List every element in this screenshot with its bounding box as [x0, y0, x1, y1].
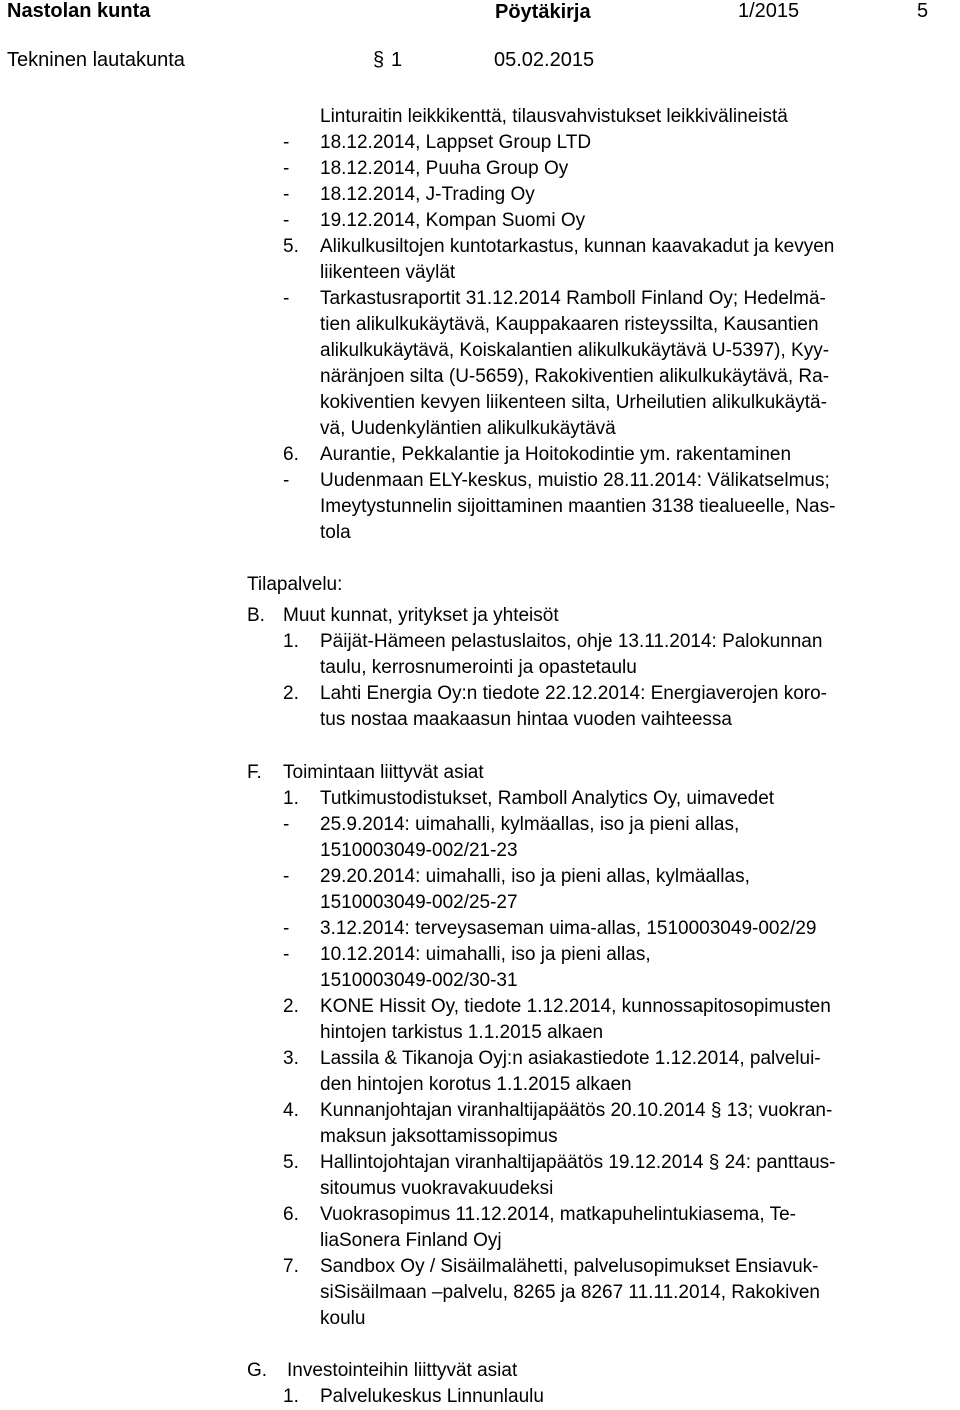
section-g-title: Investointeihin liittyvät asiat [287, 1360, 518, 1381]
list-item-text: tola [320, 522, 351, 543]
list-marker: - [283, 866, 290, 887]
list-item-text: Palvelukeskus Linnunlaulu [320, 1386, 544, 1407]
list-item-text: Uudenmaan ELY-keskus, muistio 28.11.2014: Välikatselmus; [320, 470, 830, 491]
list-marker: - [283, 158, 290, 179]
list-item-text: Vuokrasopimus 11.12.2014, matkapuhelintukiasema, Te- [320, 1204, 796, 1225]
section-b-marker: B. [247, 605, 265, 626]
list-item-text: kokiventien kevyen liikenteen silta, Urheilutien alikulkukäytä- [320, 392, 827, 413]
list-marker: - [283, 132, 290, 153]
list-item-text: Sandbox Oy / Sisäilmalähetti, palvelusopimukset Ensiavuk- [320, 1256, 819, 1277]
list-item-text: 29.20.2014: uimahalli, iso ja pieni allas, kylmäallas, [320, 866, 750, 887]
list-item-text: Tarkastusraportit 31.12.2014 Ramboll Finland Oy; Hedelmä- [320, 288, 826, 309]
list-marker: 6. [283, 444, 299, 465]
section-b-title: Muut kunnat, yritykset ja yhteisöt [283, 605, 559, 626]
list-marker: - [283, 918, 290, 939]
list-item-text: 19.12.2014, Kompan Suomi Oy [320, 210, 586, 231]
tilapalvelu-heading: Tilapalvelu: [247, 574, 343, 595]
section-number: 1 [391, 49, 403, 71]
list-item-text: Linturaitin leikkikenttä, tilausvahvistukset leikkivälineistä [320, 106, 788, 127]
list-marker: 5. [283, 1152, 299, 1173]
list-marker: 5. [283, 236, 299, 257]
list-marker: - [283, 944, 290, 965]
list-item-text: 25.9.2014: uimahalli, kylmäallas, iso ja pieni allas, [320, 814, 740, 835]
document-type: Pöytäkirja [495, 1, 591, 23]
list-item-text: tien alikulkukäytävä, Kauppakaaren risteyssilta, Kausantien [320, 314, 819, 335]
list-item-text: Tutkimustodistukset, Ramboll Analytics Oy, uimavedet [320, 788, 775, 809]
list-item-text: 18.12.2014, Lappset Group LTD [320, 132, 592, 153]
list-marker: 7. [283, 1256, 299, 1277]
list-item-text: vä, Uudenkyläntien alikulkukäytävä [320, 418, 616, 439]
list-item-text: tus nostaa maakaasun hintaa vuoden vaihteessa [320, 709, 732, 730]
list-item-text: Kunnanjohtajan viranhaltijapäätös 20.10.2014 § 13; vuokran- [320, 1100, 833, 1121]
list-item-text: Hallintojohtajan viranhaltijapäätös 19.12.2014 § 24: panttaus- [320, 1152, 836, 1173]
list-item-text: 1510003049-002/30-31 [320, 970, 518, 991]
list-item-text: Aurantie, Pekkalantie ja Hoitokodintie ym. rakentaminen [320, 444, 792, 465]
list-item-text: hintojen tarkistus 1.1.2015 alkaen [320, 1022, 604, 1043]
document-number: 1/2015 [738, 0, 800, 22]
list-marker: 1. [283, 788, 299, 809]
section-sign: § [373, 49, 385, 71]
list-item-text: maksun jaksottamissopimus [320, 1126, 558, 1147]
list-item-text: taulu, kerrosnumerointi ja opastetaulu [320, 657, 637, 678]
list-item-text: sitoumus vuokravakuudeksi [320, 1178, 554, 1199]
section-f-marker: F. [247, 762, 262, 783]
list-item-text: koulu [320, 1308, 366, 1329]
list-marker: - [283, 210, 290, 231]
list-marker: - [283, 184, 290, 205]
section-f-title: Toimintaan liittyvät asiat [283, 762, 484, 783]
list-item-text: 1510003049-002/25-27 [320, 892, 518, 913]
municipality-name: Nastolan kunta [7, 0, 151, 22]
page-number: 5 [917, 0, 929, 22]
list-marker: 4. [283, 1100, 299, 1121]
list-marker: 1. [283, 1386, 299, 1407]
list-item-text: näränjoen silta (U-5659), Rakokiventien alikulkukäytävä, Ra- [320, 366, 830, 387]
list-item-text: Imeytystunnelin sijoittaminen maantien 3138 tiealueelle, Nas- [320, 496, 836, 517]
list-item-text: liaSonera Finland Oyj [320, 1230, 502, 1251]
list-marker: 3. [283, 1048, 299, 1069]
list-item-text: 18.12.2014, Puuha Group Oy [320, 158, 569, 179]
list-marker: 2. [283, 996, 299, 1017]
list-item-text: den hintojen korotus 1.1.2015 alkaen [320, 1074, 632, 1095]
list-marker: 6. [283, 1204, 299, 1225]
list-marker: 2. [283, 683, 299, 704]
list-marker: - [283, 470, 290, 491]
list-item-text: 18.12.2014, J-Trading Oy [320, 184, 535, 205]
list-item-text: KONE Hissit Oy, tiedote 1.12.2014, kunnossapitosopimusten [320, 996, 831, 1017]
list-item-text: 3.12.2014: terveysaseman uima-allas, 1510003049-002/29 [320, 918, 817, 939]
list-marker: - [283, 288, 290, 309]
list-item-text: siSisäilmaan –palvelu, 8265 ja 8267 11.11.2014, Rakokiven [320, 1282, 820, 1303]
list-item-text: 1510003049-002/21-23 [320, 840, 518, 861]
list-marker: - [283, 814, 290, 835]
board-name: Tekninen lautakunta [7, 49, 185, 71]
list-marker: 1. [283, 631, 299, 652]
list-item-text: alikulkukäytävä, Koiskalantien alikulkukäytävä U-5397), Kyy- [320, 340, 830, 361]
meeting-date: 05.02.2015 [494, 49, 595, 71]
list-item-text: Päijät-Hämeen pelastuslaitos, ohje 13.11.2014: Palokunnan [320, 631, 823, 652]
list-item-text: Alikulkusiltojen kuntotarkastus, kunnan kaavakadut ja kevyen [320, 236, 835, 257]
list-item-text: liikenteen väylät [320, 262, 456, 283]
list-item-text: Lahti Energia Oy:n tiedote 22.12.2014: Energiaverojen koro- [320, 683, 827, 704]
list-item-text: Lassila & Tikanoja Oyj:n asiakastiedote 1.12.2014, palvelui- [320, 1048, 821, 1069]
section-g-marker: G. [247, 1360, 268, 1381]
list-item-text: 10.12.2014: uimahalli, iso ja pieni allas, [320, 944, 651, 965]
